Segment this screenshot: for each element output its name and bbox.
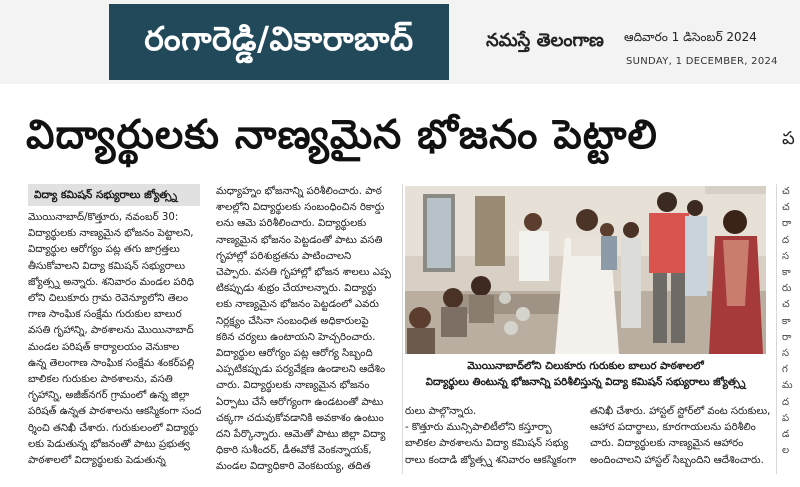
text-line: చక్కగా చదువుకోవడానికి అవకాశం ఉంటుం bbox=[216, 412, 384, 424]
text-line: టికప్పుడు శుభ్రం చేయాలన్నారు. విద్యార్థు bbox=[216, 283, 377, 295]
text-line: ద bbox=[782, 396, 790, 408]
article-column-3 bbox=[405, 404, 581, 469]
text-line: ర్శించి తనిఖీ చేశారు. గురుకులంలో విద్యార్థు bbox=[28, 422, 199, 434]
date-telugu: ఆదివారం 1 డిసెంబర్ 2024 bbox=[624, 30, 757, 44]
text-line: స bbox=[782, 250, 790, 262]
text-line: గృహాన్ని, అజీజ్‌నగర్ గ్రామంలో ఉన్న జిల్లా bbox=[28, 390, 190, 402]
text-line: తనిఖీ చేశారు. హాస్టల్ స్టోర్‌లో వంట సరుకులు, bbox=[590, 406, 770, 417]
text-line: చెప్పారు. వసతి గృహాల్లో భోజన శాలలు ఎప్ప bbox=[216, 267, 391, 279]
text-line: గాణ సాంఘిక సంక్షేమ గురుకుల బాలుర bbox=[28, 309, 182, 321]
text-line: చ bbox=[782, 299, 790, 311]
caption-line-2: విద్యార్థులు తింటున్న భోజనాన్ని పరిశీలిస్తున్న విద్యా కమిషన్ సభ్యురాలు జ్యోత్స్న bbox=[425, 376, 746, 388]
text-line: విద్యార్థుల ఆరోగ్యం పట్ల తగు జాగ్రత్తలు bbox=[28, 244, 180, 256]
text-line: బాలికల గురుకుల పాఠశాలను, వసతి bbox=[28, 374, 173, 386]
text-line: లకు నాణ్యమైన భోజనం పెట్టడంలో ఎవరు bbox=[216, 299, 379, 311]
article-column-4 bbox=[590, 404, 770, 469]
text-line: రులు పాల్గొన్నారు. bbox=[405, 406, 477, 417]
article-headline: విద్యార్థులకు నాణ్యమైన భోజనం పెట్టాలి bbox=[26, 112, 658, 158]
text-line: రా bbox=[782, 331, 792, 343]
text-line: బాలికల పాఠశాలను విద్యా కమిషన్ సభ్యు bbox=[405, 438, 569, 450]
text-line: లోని చిలుకూరు గ్రామ రెవెన్యూలోని తెలం bbox=[28, 293, 189, 305]
text-line: కా bbox=[782, 315, 791, 327]
text-line: ద bbox=[782, 234, 790, 246]
text-line: మధ్యాహ్నం భోజనాన్ని పరిశీలించారు. పాఠ bbox=[216, 186, 382, 197]
page-header bbox=[0, 0, 800, 84]
text-line: శాలల్లోని విద్యార్థులకు సంబంధించిన రికార్డు bbox=[216, 202, 385, 214]
text-line: పాఠశాలలో విద్యార్థులకు పెడుతున్న bbox=[28, 455, 166, 467]
text-line: ఎప్పటికప్పుడు పర్యవేక్షణ ఉండాలని ఆదేశిం bbox=[216, 364, 386, 376]
text-line: ల bbox=[782, 445, 790, 457]
text-line: తీసుకోవాలని విద్యా కమిషన్ సభ్యురాలు bbox=[28, 260, 186, 272]
text-line: దని పేర్కొన్నారు. ఆమెతో పాటు జిల్లా విద్యా bbox=[216, 429, 386, 441]
text-line: చ bbox=[782, 202, 790, 214]
text-line: రాలు కందాడి జ్యోత్స్న శనివారం ఆకస్మికంగా bbox=[405, 454, 577, 466]
text-line: కఠిన చర్యలు ఉంటాయని హెచ్చరించారు. bbox=[216, 331, 376, 343]
text-line: మండల విద్యాధికారి వెంకటయ్య, తదిత bbox=[216, 461, 371, 473]
newspaper-masthead: నమస్తే తెలంగాణ bbox=[486, 30, 604, 51]
text-line: మండల పరిషత్ కార్యాలయం వెనుకాల bbox=[28, 341, 180, 353]
column-divider bbox=[402, 184, 403, 474]
article-photo bbox=[405, 186, 766, 354]
text-line: రు bbox=[782, 283, 792, 295]
text-line: మొయినాబాద్/కొత్తూరు, నవంబర్ 30: bbox=[28, 212, 179, 223]
text-line: చ bbox=[782, 186, 790, 197]
text-line: - కొత్తూరు మున్సిపాలిటీలోని కస్తూర్బా bbox=[405, 422, 552, 434]
text-line: ఉన్న తెలంగాణ సాంఘిక సంక్షేమ శంకర్‌పల్లి bbox=[28, 357, 195, 369]
text-line: చారు. విద్యార్థులకు నాణ్యమైన ఆహారం bbox=[590, 438, 744, 450]
text-line: ప bbox=[782, 412, 790, 424]
section-title: రంగారెడ్డి/వికారాబాద్ bbox=[109, 4, 449, 80]
date-english: SUNDAY, 1 DECEMBER, 2024 bbox=[626, 56, 778, 67]
adjacent-article-fragment: ప bbox=[782, 128, 795, 149]
caption-line-1: మొయినాబాద్‌లోని చిలుకూరు గురుకుల బాలుర పాఠశాలలో bbox=[467, 360, 704, 372]
text-line: మ bbox=[782, 380, 793, 392]
text-line: ఏర్పాటు చేసే ఆరోగ్యంగా ఉండటంతో పాటు bbox=[216, 396, 384, 408]
column-divider bbox=[776, 184, 777, 474]
text-line: విద్యార్థుల ఆరోగ్యం పట్ల ఆరోగ్య సిబ్బంది bbox=[216, 348, 373, 360]
text-line: డ bbox=[782, 429, 790, 441]
adjacent-article-column bbox=[782, 184, 800, 474]
text-line: విద్యార్థులకు నాణ్యమైన భోజనం పెట్టాలని, bbox=[28, 228, 194, 240]
text-line: కా bbox=[782, 267, 791, 279]
text-line: అందించాలని హాస్టల్ సిబ్బందిని ఆదేశించారు. bbox=[590, 454, 764, 466]
text-line: గ bbox=[782, 364, 788, 376]
text-line: స bbox=[782, 348, 790, 360]
text-line: లకు పెడుతున్న భోజనంతో పాటు ప్రభుత్వ bbox=[28, 438, 190, 450]
text-line: ఆహార పదార్థాలు, కూరగాయలను పరిశీలిం bbox=[590, 422, 756, 434]
photo-caption bbox=[405, 358, 766, 390]
text-line: నాణ్యమైన భోజనం పెట్టడంతో పాటు వసతి bbox=[216, 234, 383, 246]
text-line: జ్యోత్స్న అన్నారు. శనివారం మండల పరిధి bbox=[28, 276, 194, 288]
text-line: వసతి గృహాన్ని, పాఠశాలను మొయినాబాద్ bbox=[28, 325, 194, 337]
text-line: నిర్లక్ష్యం చేసినా సంబంధిత అధికారులపై bbox=[216, 315, 369, 327]
text-line: లను ఆమె పరిశీలించారు. విద్యార్థులకు bbox=[216, 218, 367, 230]
classroom-photo-illustration bbox=[405, 186, 766, 354]
text-line: పరిషత్ ఉన్నత పాఠశాలను ఆకస్మికంగా సంద bbox=[28, 406, 202, 418]
text-line: గృహాల్లో పరిశుభ్రతను పాటించాలని bbox=[216, 250, 352, 262]
text-line: రా bbox=[782, 218, 792, 230]
text-line: చారు. విద్యార్థులకు నాణ్యమైన భోజనం bbox=[216, 380, 370, 392]
text-line: ధికారి సుశీందర్, డీఈవోకే వెంకన్నాయక్, bbox=[216, 445, 372, 457]
article-column-2 bbox=[216, 184, 400, 476]
article-byline: విద్యా కమిషన్ సభ్యురాలు జ్యోత్స్న bbox=[28, 184, 200, 206]
article-column-1 bbox=[28, 210, 212, 469]
